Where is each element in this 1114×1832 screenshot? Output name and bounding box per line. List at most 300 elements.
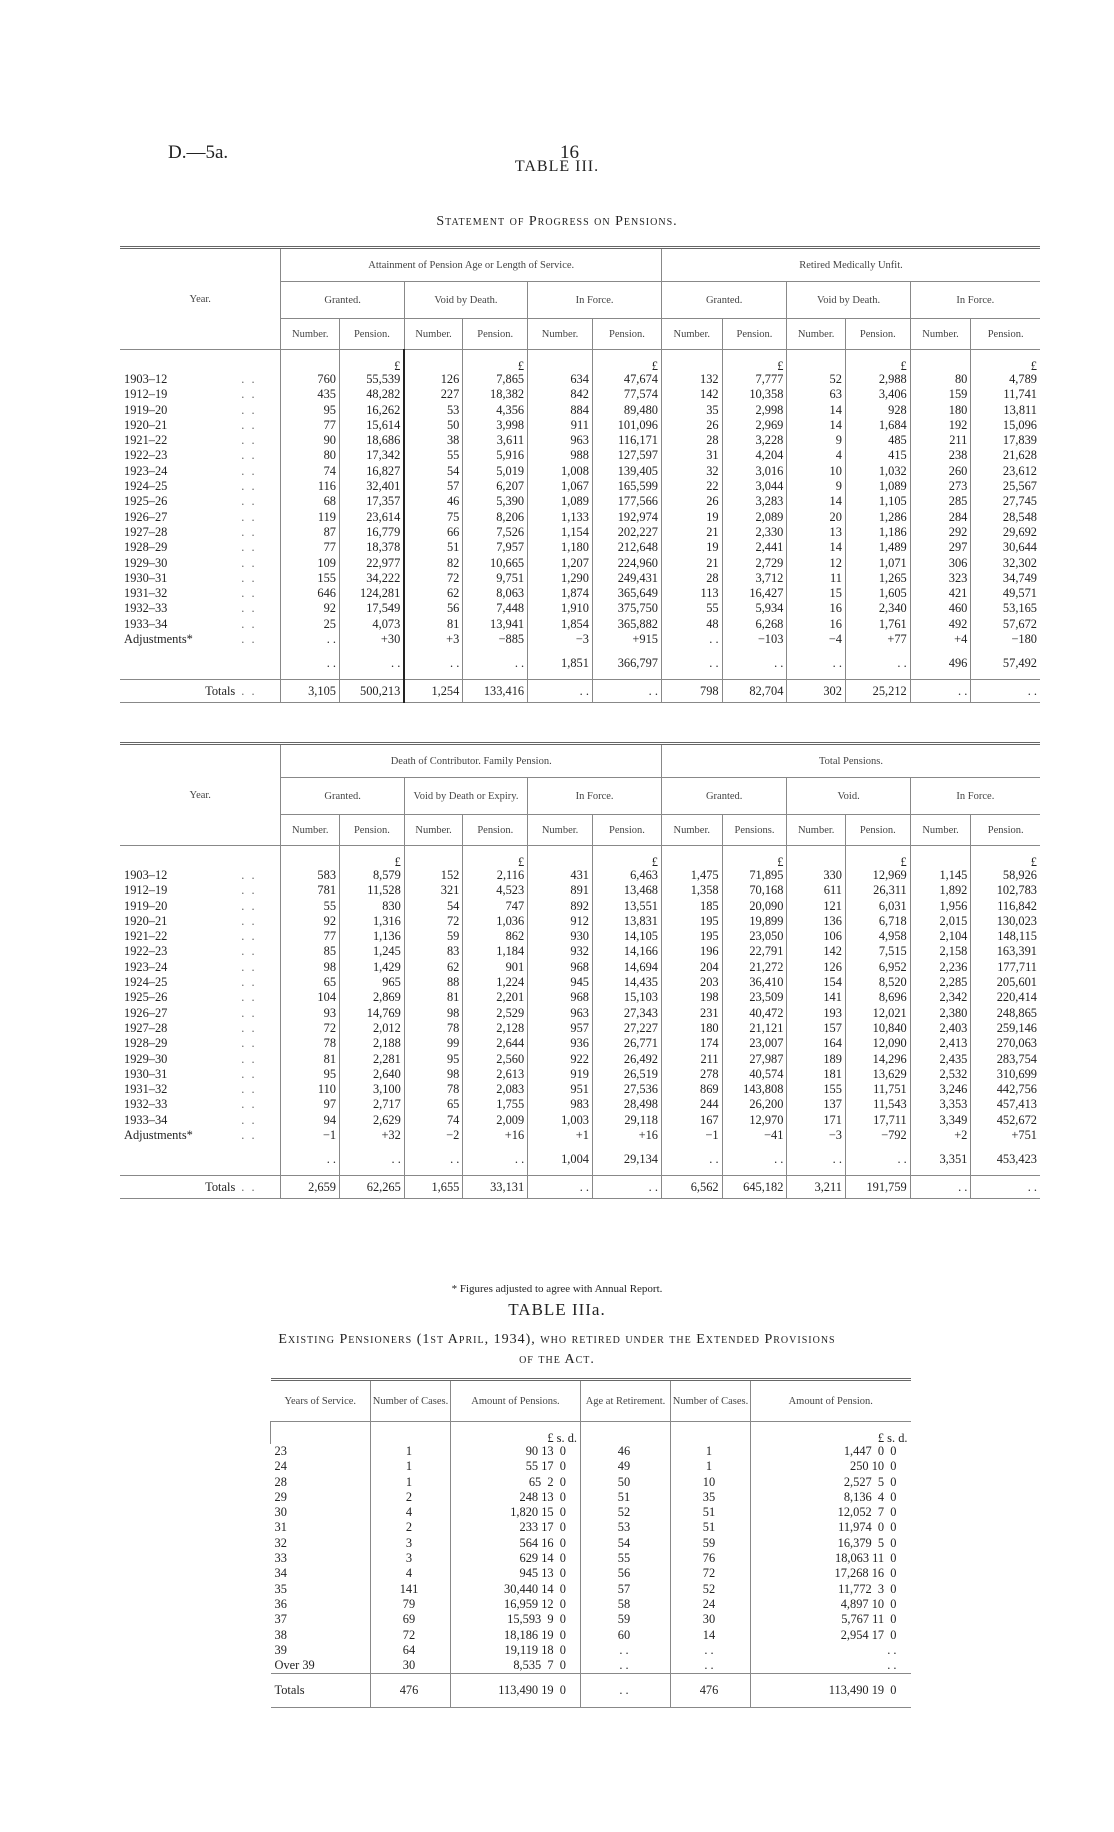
table-cell: 310,699 [971, 1067, 1040, 1082]
table-row [271, 1490, 911, 1505]
table-cell: 89,480 [592, 403, 661, 418]
table-cell: 6,207 [463, 479, 528, 494]
table-cell: 13,468 [592, 883, 661, 898]
table-cell: 48,282 [340, 387, 405, 402]
pound-sign: £ [722, 350, 787, 373]
row-label: 1931–32 [124, 586, 168, 601]
table-cell: 2,988 [845, 372, 910, 387]
column-header: Number. [281, 815, 340, 846]
summary-cell: . . [845, 1143, 910, 1176]
table-cell: 1,145 [910, 868, 971, 883]
table-cell: 34,749 [971, 571, 1040, 586]
table-cell: . . [661, 632, 722, 647]
row-label: 29 [274, 1489, 287, 1504]
leader-dots: . . [241, 632, 257, 647]
table-cell: 189 [787, 1052, 846, 1067]
column-header: Number. [404, 815, 463, 846]
leader-dots: . . [241, 683, 257, 698]
table-row [120, 433, 1040, 448]
table-cell: 11,974 0 0 [751, 1520, 911, 1535]
table-cell: 1,071 [845, 556, 910, 571]
table-cell: 106 [787, 929, 846, 944]
table-cell: 227 [404, 387, 463, 402]
table-cell: 7,526 [463, 525, 528, 540]
table-cell: 2,560 [463, 1052, 528, 1067]
totals-cell: 191,759 [845, 1176, 910, 1199]
summary-cell: 453,423 [971, 1143, 1040, 1176]
leader-dots: . . [241, 540, 257, 555]
leader-dots: . . [241, 1082, 257, 1097]
totals-cell: . . [910, 1176, 971, 1199]
summary-cell: . . [463, 1143, 528, 1176]
table-cell: 1,133 [528, 510, 593, 525]
summary-cell: . . [281, 647, 340, 680]
table-row [271, 1566, 911, 1581]
table-cell: 3,044 [722, 479, 787, 494]
table-cell: 32,401 [340, 479, 405, 494]
table-cell: 25 [281, 617, 340, 632]
row-label: Adjustments* [124, 1128, 193, 1143]
totals-cell: 25,212 [845, 680, 910, 703]
totals-cell: 2,659 [281, 1176, 340, 1199]
table-cell: 93 [281, 1006, 340, 1021]
table-cell: 142 [661, 387, 722, 402]
table-cell: 31 [661, 448, 722, 463]
table-cell: 14 [671, 1628, 751, 1643]
table-cell: 3,611 [463, 433, 528, 448]
table-cell: 212,648 [592, 540, 661, 555]
table-cell: 90 [281, 433, 340, 448]
pound-sign: £ [463, 350, 528, 373]
table-cell: 13,551 [592, 899, 661, 914]
table-cell: 415 [845, 448, 910, 463]
table-cell [910, 846, 971, 869]
table-cell: 27,745 [971, 494, 1040, 509]
table-cell: 17,357 [340, 494, 405, 509]
table-cell: 139,405 [592, 464, 661, 479]
subgroup-header: In Force. [528, 282, 662, 319]
table-cell: 306 [910, 556, 971, 571]
table-row [120, 387, 1040, 402]
table-row [120, 418, 1040, 433]
table-cell: . . [581, 1658, 671, 1674]
table-3a-title: TABLE IIIa. [508, 1300, 606, 1319]
page-number: 16 [560, 142, 579, 163]
table-cell: 50 [404, 418, 463, 433]
leader-dots: . . [241, 959, 257, 974]
table-cell: −3 [787, 1128, 846, 1143]
table-cell: 13,941 [463, 617, 528, 632]
table-cell: 54 [404, 464, 463, 479]
table-cell: 4 [371, 1566, 451, 1581]
table-cell: 2,236 [910, 960, 971, 975]
table-row [120, 1052, 1040, 1067]
table-cell: 163,391 [971, 944, 1040, 959]
totals-cell: 113,490 19 0 [451, 1674, 581, 1708]
row-label: 1920–21 [124, 417, 168, 432]
table-cell: 32,302 [971, 556, 1040, 571]
table-cell: 1,910 [528, 601, 593, 616]
table-cell: 13,811 [971, 403, 1040, 418]
column-header: Pension. [340, 319, 405, 350]
leader-dots: . . [241, 1179, 257, 1194]
table-row [120, 883, 1040, 898]
table-cell: 4,356 [463, 403, 528, 418]
table-row [120, 1097, 1040, 1112]
table-cell: 15,103 [592, 990, 661, 1005]
row-label: 1922–23 [124, 448, 168, 463]
table-cell: 18,686 [340, 433, 405, 448]
table-cell: 77 [281, 540, 340, 555]
table-cell: 2,413 [910, 1036, 971, 1051]
summary-cell: 57,492 [971, 647, 1040, 680]
table-cell: 38 [404, 433, 463, 448]
table-cell: 951 [528, 1082, 593, 1097]
table-cell: 152 [404, 868, 463, 883]
column-header: Number. [661, 319, 722, 350]
table-cell: 16,427 [722, 586, 787, 601]
table-row [120, 586, 1040, 601]
summary-cell: 1,851 [528, 647, 593, 680]
table-cell: 77,574 [592, 387, 661, 402]
table-row [120, 525, 1040, 540]
table-row [271, 1643, 911, 1658]
table-cell: 14 [787, 540, 846, 555]
table-cell: 75 [404, 510, 463, 525]
table-cell: 19 [661, 540, 722, 555]
leader-dots: . . [241, 433, 257, 448]
row-label: 1923–24 [124, 959, 168, 974]
table-cell: 2,116 [463, 868, 528, 883]
table-cell: 52 [787, 372, 846, 387]
table-cell: 248 13 0 [451, 1490, 581, 1505]
table-cell: 22,791 [722, 944, 787, 959]
pound-sign: £ [845, 846, 910, 869]
table-cell: 6,952 [845, 960, 910, 975]
table-cell: 68 [281, 494, 340, 509]
table-cell: 55 17 0 [451, 1459, 581, 1474]
table-cell: 1,874 [528, 586, 593, 601]
table-cell: 830 [340, 899, 405, 914]
leader-dots: . . [241, 494, 257, 509]
leader-dots: . . [241, 586, 257, 601]
table-cell: 2,009 [463, 1113, 528, 1128]
row-label: 1925–26 [124, 494, 168, 509]
table-cell: 869 [661, 1082, 722, 1097]
table-cell: 17,268 16 0 [751, 1566, 911, 1581]
table-cell: 26,200 [722, 1097, 787, 1112]
leader-dots: . . [241, 929, 257, 944]
row-label: 1912–19 [124, 883, 168, 898]
leader-dots: . . [241, 868, 257, 882]
table-cell: 15,593 9 0 [451, 1612, 581, 1627]
table-cell [661, 846, 722, 869]
table-cell: 155 [787, 1082, 846, 1097]
table-cell: 2,281 [340, 1052, 405, 1067]
row-label: 37 [274, 1612, 287, 1627]
table-cell: 66 [404, 525, 463, 540]
column-header: Amount of Pensions. [451, 1380, 581, 1422]
leader-dots: . . [241, 898, 257, 913]
table-cell: 71,895 [722, 868, 787, 883]
table-cell: 116,842 [971, 899, 1040, 914]
table-cell: 78 [404, 1082, 463, 1097]
table-cell: 79 [371, 1597, 451, 1612]
table-cell: 92 [281, 914, 340, 929]
table-cell: 1,067 [528, 479, 593, 494]
table-cell: 6,463 [592, 868, 661, 883]
totals-cell: 82,704 [722, 680, 787, 703]
table-cell: 16,262 [340, 403, 405, 418]
summary-cell: . . [787, 1143, 846, 1176]
table-cell: 919 [528, 1067, 593, 1082]
table-cell: 174 [661, 1036, 722, 1051]
table-cell: 3,016 [722, 464, 787, 479]
table-cell: 4,204 [722, 448, 787, 463]
column-header: Pension. [592, 815, 661, 846]
table-row [120, 556, 1040, 571]
table-cell: 171 [787, 1113, 846, 1128]
table-cell: 10 [787, 464, 846, 479]
table-cell: 2,012 [340, 1021, 405, 1036]
table-cell: 104 [281, 990, 340, 1005]
subgroup-header: In Force. [910, 282, 1040, 319]
table-cell: . . [581, 1643, 671, 1658]
table-cell: −2 [404, 1128, 463, 1143]
table-cell: 2,015 [910, 914, 971, 929]
table-cell: 25,567 [971, 479, 1040, 494]
table-cell: 1,184 [463, 944, 528, 959]
table-cell: 2,441 [722, 540, 787, 555]
table-cell: 164 [787, 1036, 846, 1051]
table-cell: 81 [404, 617, 463, 632]
table-cell: 74 [404, 1113, 463, 1128]
row-label: Over 39 [274, 1658, 315, 1673]
table-cell: 98 [281, 960, 340, 975]
totals-label: Totals [274, 1683, 305, 1698]
table-cell: 17,342 [340, 448, 405, 463]
table-3-part-2 [120, 742, 1040, 1199]
column-header: Number of Cases. [671, 1380, 751, 1422]
row-label: 1932–33 [124, 1097, 168, 1112]
table-cell: 583 [281, 868, 340, 883]
table-cell: 157 [787, 1021, 846, 1036]
table-cell: 78 [404, 1021, 463, 1036]
table-cell: 78 [281, 1036, 340, 1051]
table-cell: 181 [787, 1067, 846, 1082]
table-cell: 12,090 [845, 1036, 910, 1051]
table-cell: 457,413 [971, 1097, 1040, 1112]
table-cell: 177,711 [971, 960, 1040, 975]
table-cell: 53 [404, 403, 463, 418]
table-cell: 1,224 [463, 975, 528, 990]
table-cell: 3,998 [463, 418, 528, 433]
table-cell: 65 [404, 1097, 463, 1112]
column-header: Number. [910, 815, 971, 846]
table-cell: 57,672 [971, 617, 1040, 632]
row-label: 1920–21 [124, 913, 168, 928]
table-cell: 945 13 0 [451, 1566, 581, 1581]
table-cell: 198 [661, 990, 722, 1005]
table-cell: 1 [371, 1475, 451, 1490]
table-cell: 13,831 [592, 914, 661, 929]
table-cell: 2,729 [722, 556, 787, 571]
table-cell: 922 [528, 1052, 593, 1067]
leader-dots: . . [241, 1051, 257, 1066]
table-cell: 52 [581, 1505, 671, 1520]
table-cell: 132 [661, 372, 722, 387]
table-cell: 1 [671, 1444, 751, 1459]
group-header: Retired Medically Unfit. [661, 248, 1040, 282]
column-header: Age at Retirement. [581, 1380, 671, 1422]
table-cell: 49 [581, 1459, 671, 1474]
totals-cell: . . [592, 680, 661, 703]
table-cell: 13,629 [845, 1067, 910, 1082]
column-header: Number of Cases. [371, 1380, 451, 1422]
table-cell: 72 [671, 1566, 751, 1581]
table-cell: 862 [463, 929, 528, 944]
table-cell: 238 [910, 448, 971, 463]
subgroup-header: Granted. [661, 282, 786, 319]
table-cell: 16,379 5 0 [751, 1536, 911, 1551]
table-cell: 20 [787, 510, 846, 525]
table-row [120, 510, 1040, 525]
table-cell: 28,498 [592, 1097, 661, 1112]
spacer [241, 1143, 281, 1176]
table-cell: 74 [281, 464, 340, 479]
table-cell: 1,154 [528, 525, 593, 540]
row-label: 1930–31 [124, 570, 168, 585]
table-cell: 23,007 [722, 1036, 787, 1051]
table-cell: 16,959 12 0 [451, 1597, 581, 1612]
table-cell: 51 [671, 1520, 751, 1535]
table-cell: 40,472 [722, 1006, 787, 1021]
subgroup-header: Void by Death. [404, 282, 527, 319]
row-label: 30 [274, 1505, 287, 1520]
table-cell: 2,954 17 0 [751, 1628, 911, 1643]
table-cell: 321 [404, 883, 463, 898]
table-cell: 7,515 [845, 944, 910, 959]
table-cell: −1 [661, 1128, 722, 1143]
leader-dots: . . [241, 1128, 257, 1143]
table-cell: 1,286 [845, 510, 910, 525]
column-header: Number. [910, 319, 971, 350]
table-cell: 126 [404, 372, 463, 387]
column-header: Number. [404, 319, 463, 350]
table-cell: 95 [281, 403, 340, 418]
table-cell: 116 [281, 479, 340, 494]
table-cell: 10,840 [845, 1021, 910, 1036]
group-header: Death of Contributor. Family Pension. [281, 744, 661, 778]
table-cell: 59 [404, 929, 463, 944]
table-row [120, 571, 1040, 586]
table-cell: 842 [528, 387, 593, 402]
table-cell: 77 [281, 418, 340, 433]
table-cell: 1,892 [910, 883, 971, 898]
row-label: 33 [274, 1551, 287, 1566]
table-cell: 1 [371, 1444, 451, 1459]
table-cell: 46 [581, 1444, 671, 1459]
table-cell: 76 [671, 1551, 751, 1566]
table-cell: 3,246 [910, 1082, 971, 1097]
table-cell: 3,283 [722, 494, 787, 509]
table-cell: 14 [787, 494, 846, 509]
table-cell: 121 [787, 899, 846, 914]
table-cell: 936 [528, 1036, 593, 1051]
row-label: 1929–30 [124, 555, 168, 570]
table-cell: 51 [404, 540, 463, 555]
table-cell: −4 [787, 632, 846, 647]
pound-sign: £ [592, 846, 661, 869]
table-cell: 58 [581, 1597, 671, 1612]
table-row [271, 1628, 911, 1643]
table-cell: 8,520 [845, 975, 910, 990]
column-header: Pension. [592, 319, 661, 350]
table-cell: 3,228 [722, 433, 787, 448]
table-cell: 5,916 [463, 448, 528, 463]
table-cell: 17,549 [340, 601, 405, 616]
row-label: 1903–12 [124, 372, 168, 386]
table-cell: 20,090 [722, 899, 787, 914]
table-cell: 3,353 [910, 1097, 971, 1112]
leader-dots: . . [241, 1005, 257, 1020]
table-cell: 21,121 [722, 1021, 787, 1036]
table-cell: 3 [371, 1551, 451, 1566]
table-cell: 233 17 0 [451, 1520, 581, 1535]
table-cell: 930 [528, 929, 593, 944]
table-cell: 113 [661, 586, 722, 601]
summary-cell: . . [787, 647, 846, 680]
table-cell: 928 [845, 403, 910, 418]
table-cell: 30 [371, 1658, 451, 1674]
table-cell: 1,489 [845, 540, 910, 555]
table-row [120, 944, 1040, 959]
table-cell: 56 [404, 601, 463, 616]
table-cell: 4,523 [463, 883, 528, 898]
table-cell: 2,340 [845, 601, 910, 616]
summary-cell: . . [463, 647, 528, 680]
totals-cell: . . [581, 1674, 671, 1708]
table-3a [270, 1378, 911, 1708]
table-cell: 51 [671, 1505, 751, 1520]
table-cell: . . [751, 1658, 911, 1674]
table-cell: 60 [581, 1628, 671, 1643]
summary-cell: 3,351 [910, 1143, 971, 1176]
table-cell: 21,628 [971, 448, 1040, 463]
table-cell: 148,115 [971, 929, 1040, 944]
totals-cell: . . [528, 1176, 593, 1199]
table-cell: 23,050 [722, 929, 787, 944]
table-cell: 14,769 [340, 1006, 405, 1021]
table-cell: 912 [528, 914, 593, 929]
table-cell: 28,548 [971, 510, 1040, 525]
table-3a-subtitle: Existing Pensioners (1st April, 1934), who retired under the Extended Provisions [278, 1332, 836, 1347]
table-row [120, 448, 1040, 463]
table-cell: 57 [581, 1582, 671, 1597]
table-row [271, 1475, 911, 1490]
subgroup-header: In Force. [910, 778, 1040, 815]
table-cell: 14,296 [845, 1052, 910, 1067]
totals-cell: 3,211 [787, 1176, 846, 1199]
table-cell: 968 [528, 960, 593, 975]
column-header: Number. [787, 815, 846, 846]
row-label: 1912–19 [124, 387, 168, 402]
table-cell: 143,808 [722, 1082, 787, 1097]
table-cell: 65 [281, 975, 340, 990]
table-cell: 26,311 [845, 883, 910, 898]
summary-cell: . . [722, 647, 787, 680]
totals-cell: 3,105 [281, 680, 340, 703]
